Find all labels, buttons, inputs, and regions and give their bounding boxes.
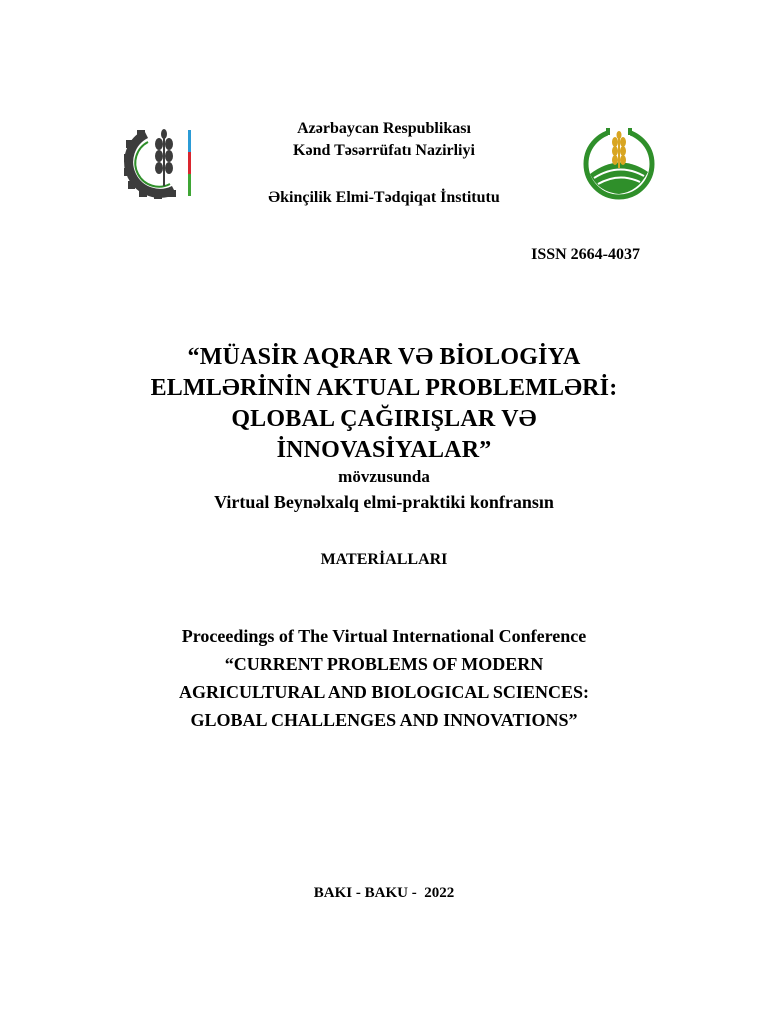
ministry-logo <box>124 126 200 200</box>
subtitle-conference: Virtual Beynəlxalq elmi-praktiki konfransın <box>214 492 554 512</box>
english-title-line: Proceedings of The Virtual International Conference <box>181 626 587 646</box>
title-line: İNNOVASİYALAR” <box>276 437 492 463</box>
title-line: ELMLƏRİNİN AKTUAL PROBLEMLƏRİ: <box>150 375 618 401</box>
issn-number: ISSN 2664-4037 <box>531 246 640 263</box>
org-line-ministry: Kənd Təsərrüfatı Nazirliyi <box>293 142 475 159</box>
title-line: QLOBAL ÇAĞIRIŞLAR VƏ <box>231 406 537 432</box>
org-line-republic: Azərbaycan Respublikası <box>297 120 471 137</box>
english-title-line: AGRICULTURAL AND BIOLOGICAL SCIENCES: <box>179 682 589 702</box>
title-line: “MÜASİR AQRAR VƏ BİOLOGİYA <box>187 344 581 370</box>
english-title-line: “CURRENT PROBLEMS OF MODERN <box>224 654 544 674</box>
subtitle-topic: mövzusunda <box>338 467 430 486</box>
conference-title <box>84 342 684 466</box>
english-title-block <box>70 622 698 734</box>
institute-logo <box>578 122 660 200</box>
gear-wheat-icon <box>124 126 200 200</box>
institute-name: Əkinçilik Elmi-Tədqiqat İnstitutu <box>268 189 500 206</box>
wheat-leaf-emblem-icon <box>578 122 660 200</box>
materials-label: MATERİALLARI <box>320 551 448 568</box>
english-title-line: GLOBAL CHALLENGES AND INNOVATIONS” <box>190 710 578 730</box>
footer-city-year: BAKI - BAKU - 2022 <box>313 885 455 901</box>
